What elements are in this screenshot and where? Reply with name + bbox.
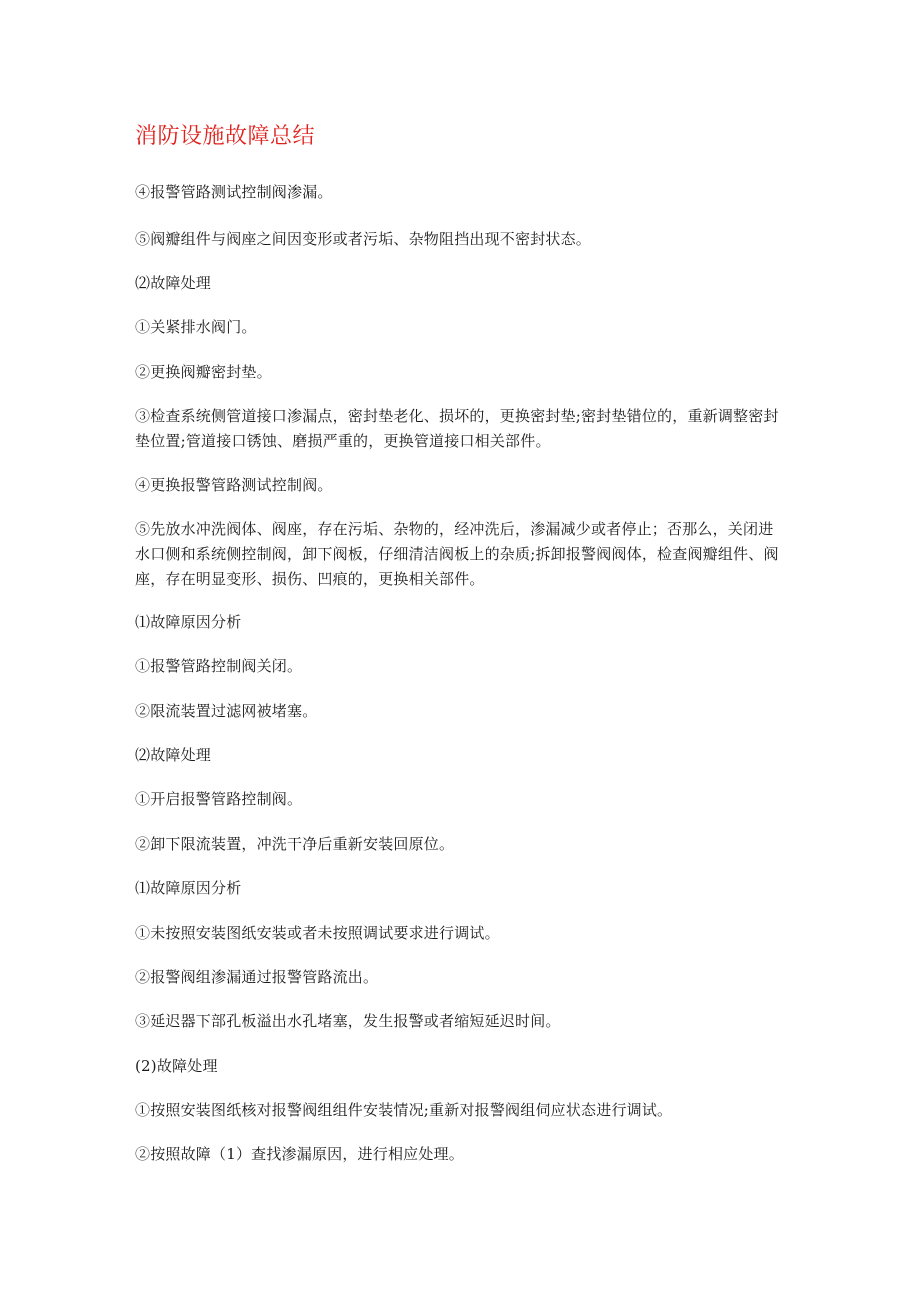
paragraph: ⑤先放水冲洗阀体、阀座，存在污垢、杂物的，经冲洗后，渗漏减少或者停止；否那么，关闭进水口侧和系统侧控制阀，卸下阀板，仔细清洁阀板上的杂质;拆卸报警阀阀体，检查阀瓣组件、阀座，存在明显变形、损伤、凹痕的，更换相关部件。: [135, 520, 779, 588]
document-title: 消防设施故障总结: [135, 124, 316, 149]
paragraph: ④报警管路测试控制阀渗漏。: [135, 183, 333, 201]
paragraph: ②按照故障（1）查找渗漏原因，进行相应处理。: [135, 1145, 464, 1163]
paragraph: ②限流装置过滤网被堵塞。: [135, 702, 318, 720]
paragraph-heading: ⑴故障原因分析: [135, 613, 242, 631]
paragraph: ③延迟器下部孔板溢出水孔堵塞，发生报警或者缩短延迟时间。: [135, 1012, 561, 1030]
paragraph: ①开启报警管路控制阀。: [135, 790, 303, 808]
paragraph-heading: ⑵故障处理: [135, 274, 212, 292]
paragraph: ②卸下限流装置，冲洗干净后重新安装回原位。: [135, 835, 455, 853]
paragraph: ③检查系统侧管道接口渗漏点，密封垫老化、损坏的，更换密封垫;密封垫错位的，重新调整密封垫位置;管道接口锈蚀、磨损严重的，更换管道接口相关部件。: [135, 407, 779, 450]
paragraph-heading: ⑴故障原因分析: [135, 879, 242, 897]
paragraph: ①按照安装图纸核对报警阀组组件安装情况;重新对报警阀组伺应状态进行调试。: [135, 1101, 673, 1119]
paragraph: ②更换阀瓣密封垫。: [135, 363, 272, 381]
paragraph: ②报警阀组渗漏通过报警管路流出。: [135, 968, 379, 986]
paragraph: ①报警管路控制阀关闭。: [135, 657, 303, 675]
paragraph-heading: (2)故障处理: [135, 1057, 218, 1075]
paragraph: ①未按照安装图纸安装或者未按照调试要求进行调试。: [135, 924, 500, 942]
paragraph: ④更换报警管路测试控制阀。: [135, 476, 333, 494]
paragraph-heading: ⑵故障处理: [135, 746, 212, 764]
paragraph: ①关紧排水阀门。: [135, 318, 257, 336]
paragraph: ⑤阀瓣组件与阀座之间因变形或者污垢、杂物阻挡出现不密封状态。: [135, 230, 592, 248]
